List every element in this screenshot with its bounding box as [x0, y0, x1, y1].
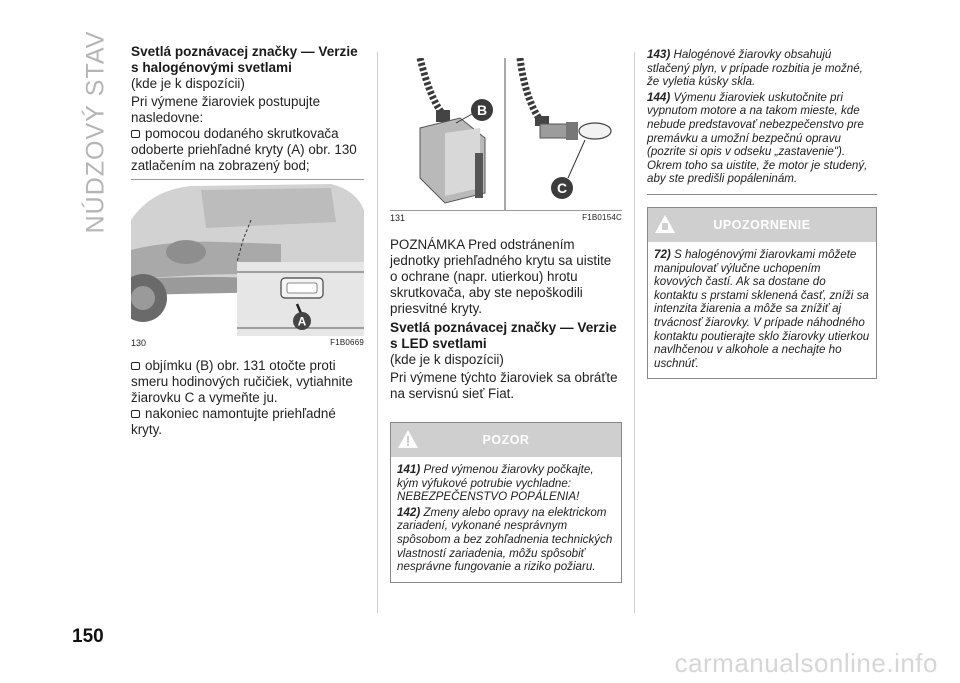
- section-side-title: [78, 30, 114, 234]
- warning-144-text: Výmenu žiaroviek uskutočnite pri vypnutom motore a na takom mieste, kde nebude predstavovať nebezpečenstvo pre premávku a umožní bezpečnú opravu (pozrite si opis v odseku „zastavenie"). Okrem toho sa uistite, že motor je studený, aby ste predišli popáleninám.: [647, 90, 868, 186]
- warning-box-pozor: [390, 422, 622, 583]
- warning-141: [397, 463, 615, 504]
- callout-c-label: C: [556, 180, 568, 196]
- caution-body: [648, 242, 876, 378]
- callout-a-label: A: [297, 314, 307, 329]
- column-1: [131, 44, 364, 438]
- warning-144-number: 144): [647, 90, 671, 104]
- warning-143-number: 143): [647, 48, 671, 61]
- warning-144: [647, 91, 877, 186]
- warning-143: [647, 48, 877, 89]
- warning-triangle-icon: [397, 428, 419, 450]
- column-3: [647, 48, 877, 379]
- section-heading-led: Svetlá poznávacej značky — Verzie s LED svetlami: [390, 320, 617, 351]
- warning-box-upozornenie: [647, 207, 877, 379]
- availability-note: (kde je k dispozícii): [131, 76, 245, 91]
- callout-b-label: B: [476, 102, 488, 118]
- step-3-text: nakoniec namontujte priehľadné kryty.: [131, 406, 336, 437]
- warning-142-text: Zmeny alebo opravy na elektrickom zariadení, vykonané nesprávnym spôsobom a bez zohľadnenia technických vlastností zariadenia, môžu spôsobiť nesprávne fungovanie a riziko požiaru.: [397, 505, 613, 574]
- warning-142-number: 142): [397, 505, 421, 519]
- caution-72: [654, 248, 870, 370]
- section-heading-halogen: Svetlá poznávacej značky — Verzie s halogénovými svetlami: [131, 44, 358, 75]
- figure-131-number: 131: [390, 213, 406, 223]
- column-2: [390, 58, 622, 583]
- caution-hand-icon: [654, 213, 676, 235]
- note-text: POZNÁMKA Pred odstránením jednotky priehľadného krytu sa uistite o ochrane (napr. utierkou) hrotu skrutkovača, aby ste nepoškodili priesvitné kryty.: [390, 237, 612, 316]
- figure-131: [390, 58, 622, 223]
- intro-text: Pri výmene žiaroviek postupujte nasledovne:: [131, 94, 321, 125]
- step-2: [131, 358, 364, 406]
- warning-continuation: [647, 48, 877, 195]
- step-3: [131, 406, 364, 438]
- warning-143-text: Halogénové žiarovky obsahujú stlačený plyn, v prípade rozbitia je možné, že vyletia kúsky skla.: [647, 48, 863, 89]
- caution-72-number: 72): [654, 247, 671, 261]
- led-instructions: Pri výmene týchto žiaroviek sa obráťte na servisnú sieť Fiat.: [390, 370, 618, 401]
- step-2-text: objímku (B) obr. 131 otočte proti smeru hodinových ručičiek, vytiahnite žiarovku C a vymeňte ju.: [131, 358, 353, 405]
- bulb-socket-illustration: [390, 58, 622, 210]
- column-divider: [634, 52, 635, 613]
- caution-title: UPOZORNENIE: [713, 217, 811, 232]
- warning-141-text: Pred výmenou žiarovky počkajte, kým výfukové potrubie vychladne: NEBEZPEČENSTVO POPÁLENIA!: [397, 463, 594, 504]
- figure-130-code: F1B0669: [330, 338, 364, 347]
- car-rear-illustration: [131, 180, 364, 336]
- figure-130-number: 130: [131, 338, 147, 348]
- figure-130-caption: [131, 336, 364, 348]
- column-divider: [377, 52, 378, 613]
- warning-142: [397, 506, 615, 574]
- warning-header: [391, 423, 621, 457]
- figure-131-code: F1B0154C: [582, 213, 622, 222]
- step-1-text: pomocou dodaného skrutkovača odoberte priehľadné kryty (A) obr. 130 zatlačením na zobrazený bod;: [131, 126, 357, 173]
- figure-131-caption: [390, 210, 622, 223]
- page-number: 150: [72, 626, 104, 647]
- warning-141-number: 141): [397, 463, 421, 476]
- availability-note-led: (kde je k dispozícii): [390, 352, 504, 367]
- watermark: carmanualsonline.info: [674, 648, 938, 678]
- caution-header: [648, 208, 876, 242]
- step-1: [131, 126, 364, 174]
- section-title-text: NÚDZOVÝ STAV: [81, 30, 110, 234]
- figure-130: [131, 179, 364, 348]
- caution-72-text: S halogénovými žiarovkami môžete manipulovať výlučne uchopením kovových častí. Ak sa dostane do kontaktu s prstami sklenená časť, zníži sa intenzita žiarenia a môže sa znížiť aj trvácnosť žiarovky. V prípade náhodného kontaktu poutierajte sklo žiarovky utierkou navlhčenou v alkohole a nechajte ho uschnúť.: [654, 247, 870, 370]
- warning-body: [391, 457, 621, 582]
- warning-title: POZOR: [482, 433, 530, 447]
